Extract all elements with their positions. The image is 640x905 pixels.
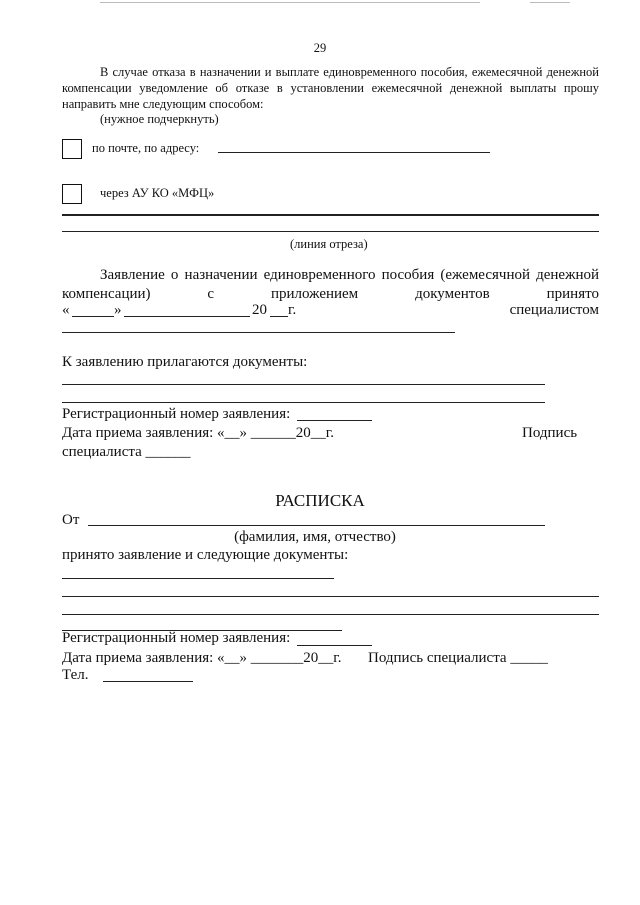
acceptance-date-label: Дата приема заявления: «__» ______20__г.: [62, 425, 334, 441]
acceptance-year-suffix: г.: [288, 302, 297, 318]
receipt-from-line[interactable]: [88, 525, 545, 526]
acceptance-word: документов: [415, 286, 490, 302]
attached-documents-line-1[interactable]: [62, 384, 545, 385]
acceptance-word: с: [207, 286, 215, 302]
receipt-docs-line-1[interactable]: [62, 578, 334, 579]
mfc-option-checkbox[interactable]: [62, 184, 82, 204]
acceptance-year-blank[interactable]: [270, 316, 288, 317]
registration-number-label: Регистрационный номер заявления:: [62, 406, 291, 422]
acceptance-year-prefix: 20: [252, 302, 267, 318]
acceptance-line-1: Заявление о назначении единовременного пособия (ежемесячной денежной: [100, 267, 599, 283]
receipt-from-label: От: [62, 512, 80, 528]
receipt-docs-line-2[interactable]: [62, 596, 599, 597]
receipt-title: РАСПИСКА: [275, 491, 365, 510]
mail-option-checkbox[interactable]: [62, 139, 82, 159]
receipt-signature-label: Подпись специалиста _____: [368, 650, 548, 666]
signature-word: Подпись: [522, 425, 578, 441]
receipt-accepted-label: принято заявление и следующие документы:: [62, 547, 349, 563]
receipt-fio-hint: (фамилия, имя, отчество): [234, 529, 396, 545]
cut-line-label: (линия отреза): [290, 237, 368, 251]
specialist-name-line[interactable]: [62, 332, 455, 333]
receipt-phone-line[interactable]: [103, 681, 193, 682]
receipt-docs-line-3[interactable]: [62, 614, 599, 615]
mfc-option-label: через АУ КО «МФЦ»: [100, 186, 215, 200]
cut-line: [62, 231, 599, 232]
acceptance-word: принято: [546, 286, 599, 302]
acceptance-specialist-word: специалистом: [509, 302, 599, 318]
top-edge-line-right: [530, 2, 570, 3]
attached-documents-line-2[interactable]: [62, 402, 545, 403]
receipt-registration-line[interactable]: [297, 645, 372, 646]
acceptance-day-blank[interactable]: [72, 316, 114, 317]
registration-number-line[interactable]: [297, 420, 372, 421]
separator-line: [62, 214, 599, 216]
receipt-date-label: Дата приема заявления: «__» _______20__г.: [62, 650, 342, 666]
acceptance-word: приложением: [270, 286, 359, 302]
mail-address-line[interactable]: [218, 152, 490, 153]
acceptance-date-close: »: [114, 302, 122, 318]
top-edge-line: [100, 2, 480, 3]
acceptance-date-open: «: [62, 302, 70, 318]
specialist-signature-line: специалиста ______: [62, 444, 191, 460]
acceptance-month-blank[interactable]: [124, 316, 250, 317]
underline-hint: (нужное подчеркнуть): [100, 112, 219, 126]
page-number: 29: [313, 41, 327, 55]
acceptance-word: компенсации): [62, 286, 151, 302]
mail-option-label: по почте, по адресу:: [92, 141, 200, 155]
refusal-notice-paragraph: В случае отказа в назначении и выплате единовременного пособия, ежемесячной денежной компенсации уведомление об отказе в установлении ежемесячной денежной выплаты прошу направить мне следующим способом:: [62, 65, 599, 111]
receipt-registration-label: Регистрационный номер заявления:: [62, 630, 291, 646]
attached-documents-label: К заявлению прилагаются документы:: [62, 354, 308, 370]
receipt-phone-label: Тел.: [62, 667, 89, 683]
